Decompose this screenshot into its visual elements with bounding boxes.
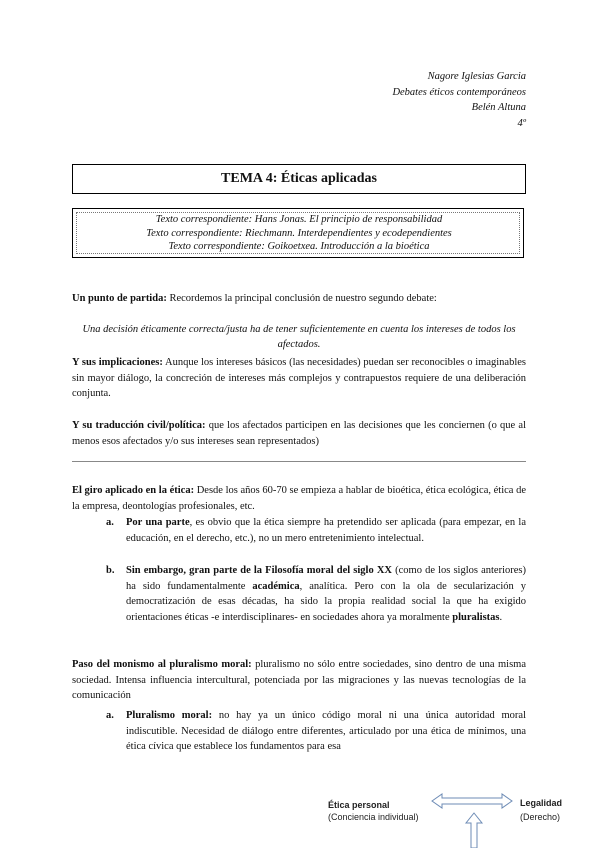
paragraph-text: que los afectados participen en las decisiones que les conciernen (o que al menos esos afectados y/o sus intereses sean representados) (72, 420, 526, 447)
list-item-text: . (499, 611, 503, 623)
diagram-node-subtitle: (Derecho) (520, 812, 561, 822)
author-name: Nagore Iglesias Garcia (427, 71, 526, 82)
topic-title: TEMA 4: Éticas aplicadas (221, 171, 377, 186)
reference-item: Texto correspondiente: Hans Jonas. El principio de responsabilidad (155, 214, 443, 225)
course-name: Debates éticos contemporáneos (392, 86, 526, 98)
list-item-text: , analítica. Pero con la ola de secularización y democratización de esas décadas, ha sido la propia realidad social la que ha exigido orientaciones éticas -e interdisciplinares- en sociedades ahora ya moralmente (126, 580, 526, 623)
list-item-text: (como de los siglos anteriores) ha sido fundamentalmente (126, 565, 526, 592)
list-item-text: , es obvio que la ética siempre ha pretendido ser aplicada (para empezar, en la educación, en el derecho, etc.), no un mero entretenimiento intelectual. (126, 517, 526, 544)
paragraph-text: Recordemos la principal conclusión de nuestro segundo debate: (166, 293, 437, 304)
list-marker: a. (106, 710, 114, 721)
list-marker: b. (106, 565, 115, 576)
list-item-pluralismo-moral (106, 708, 526, 755)
paragraph-label: Y su traducción civil/política: (72, 420, 206, 431)
reference-item: Texto correspondiente: Riechmann. Interdependientes y ecodependientes (146, 227, 452, 239)
diagram-node-legalidad (520, 797, 562, 823)
list-item-por-una-parte (106, 515, 526, 546)
paragraph-label: Y sus implicaciones: (72, 357, 163, 368)
paragraph-implicaciones (72, 355, 526, 402)
paragraph-text: Desde los años 60-70 se empieza a hablar de bioética, ética ecológica, ética de la empresa, deontologías profesionales, etc. (72, 485, 527, 512)
course-year: 4º (517, 117, 526, 129)
list-item-label: Sin embargo, gran parte de la Filosofía moral del siglo XX (126, 565, 392, 576)
list-item-sin-embargo (106, 563, 526, 625)
emphasis-pluralistas: pluralistas (452, 611, 500, 623)
double-arrow-icon (430, 792, 514, 810)
up-arrow-icon (464, 812, 484, 848)
paragraph-traduccion (72, 418, 526, 449)
paragraph-text: pluralismo no sólo entre sociedades, sino dentro de una misma sociedad. Intensa influencia intercultural, potenciada por las migraciones y las nuevas tecnologías de la comunicación (72, 659, 526, 701)
paragraph-label: Un punto de partida: (72, 293, 167, 304)
paragraph-label: Paso del monismo al pluralismo moral: (72, 659, 252, 670)
list-item-text: no hay ya un único código moral ni una única autoridad moral indiscutible. Necesidad de diálogo entre diferentes, articulado por una ética de mínimos, una ética cívica que establece los fundamentos para esa (126, 710, 526, 752)
document-header (392, 69, 526, 131)
teacher-name: Belén Altuna (471, 102, 526, 113)
references-list (72, 213, 526, 254)
paragraph-punto-partida (72, 291, 526, 307)
paragraph-paso-pluralismo (72, 657, 526, 704)
reference-item: Texto correspondiente: Goikoetxea. Introducción a la bioética (168, 241, 430, 252)
paragraph-label: El giro aplicado en la ética: (72, 485, 195, 496)
diagram-node-title: Legalidad (520, 798, 563, 808)
key-conclusion-quote: Una decisión éticamente correcta/justa ha de tener suficientemente en cuenta los intereses de todos los afectados. (82, 324, 516, 350)
diagram-node-etica-personal (328, 799, 419, 823)
paragraph-giro-aplicado (72, 483, 526, 514)
list-item-label: Pluralismo moral: (126, 710, 213, 721)
emphasis-academica: académica (252, 580, 300, 592)
list-item-label: Por una parte (126, 517, 190, 528)
diagram-node-title: Ética personal (328, 800, 390, 810)
list-marker: a. (106, 517, 114, 528)
topic-title-box (72, 164, 526, 194)
section-divider (72, 461, 526, 462)
paragraph-text: Aunque los intereses básicos (las necesidades) puedan ser reconocibles o imaginables sin mayor diálogo, la concreción de intereses más complejos y contrapuestos requiere de una deliberación conjunta. (72, 357, 526, 399)
diagram-node-subtitle: (Conciencia individual) (328, 812, 419, 822)
